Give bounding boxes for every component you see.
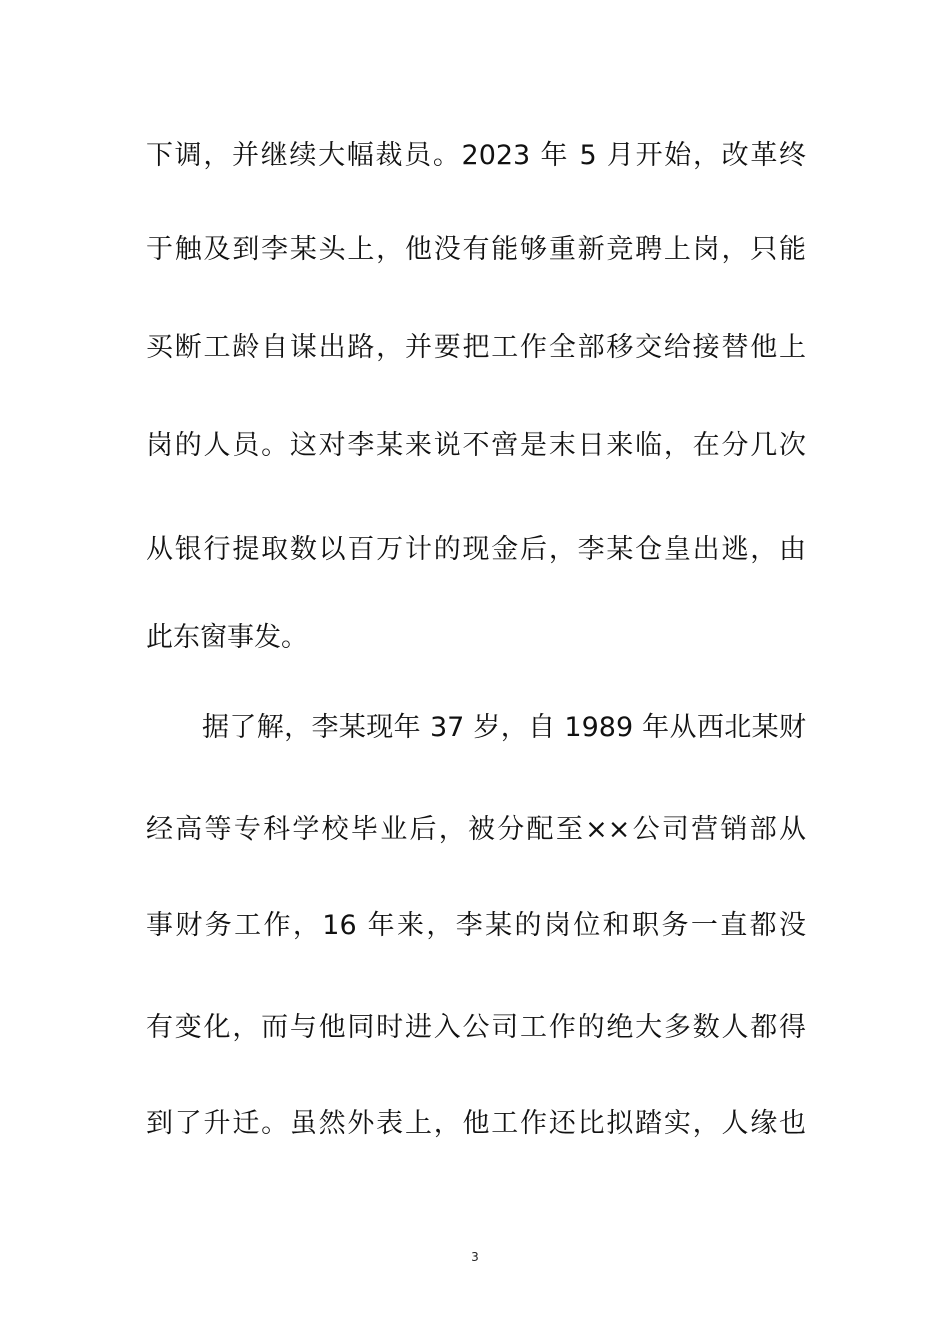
text-line: 买断工龄自谋出路，并要把工作全部移交给接替他上 xyxy=(146,332,806,363)
text-line: 此东窗事发。 xyxy=(146,622,308,653)
text-line: 到了升迁。虽然外表上，他工作还比拟踏实，人缘也 xyxy=(146,1108,806,1139)
text-line: 有变化，而与他同时进入公司工作的绝大多数人都得 xyxy=(146,1012,806,1043)
text-line: 从银行提取数以百万计的现金后，李某仓皇出逃，由 xyxy=(146,534,806,565)
text-line: 经高等专科学校毕业后，被分配至××公司营销部从 xyxy=(146,814,806,845)
text-line: 于触及到李某头上，他没有能够重新竞聘上岗，只能 xyxy=(146,234,806,265)
text-line: 下调，并继续大幅裁员。2023 年 5 月开始，改革终 xyxy=(146,140,806,171)
page-number: 3 xyxy=(471,1250,479,1264)
text-line: 岗的人员。这对李某来说不啻是末日来临，在分几次 xyxy=(146,430,806,461)
text-line: 事财务工作，16 年来，李某的岗位和职务一直都没 xyxy=(146,910,806,941)
paragraph-first-line: 据了解，李某现年 37 岁，自 1989 年从西北某财 xyxy=(202,712,806,743)
